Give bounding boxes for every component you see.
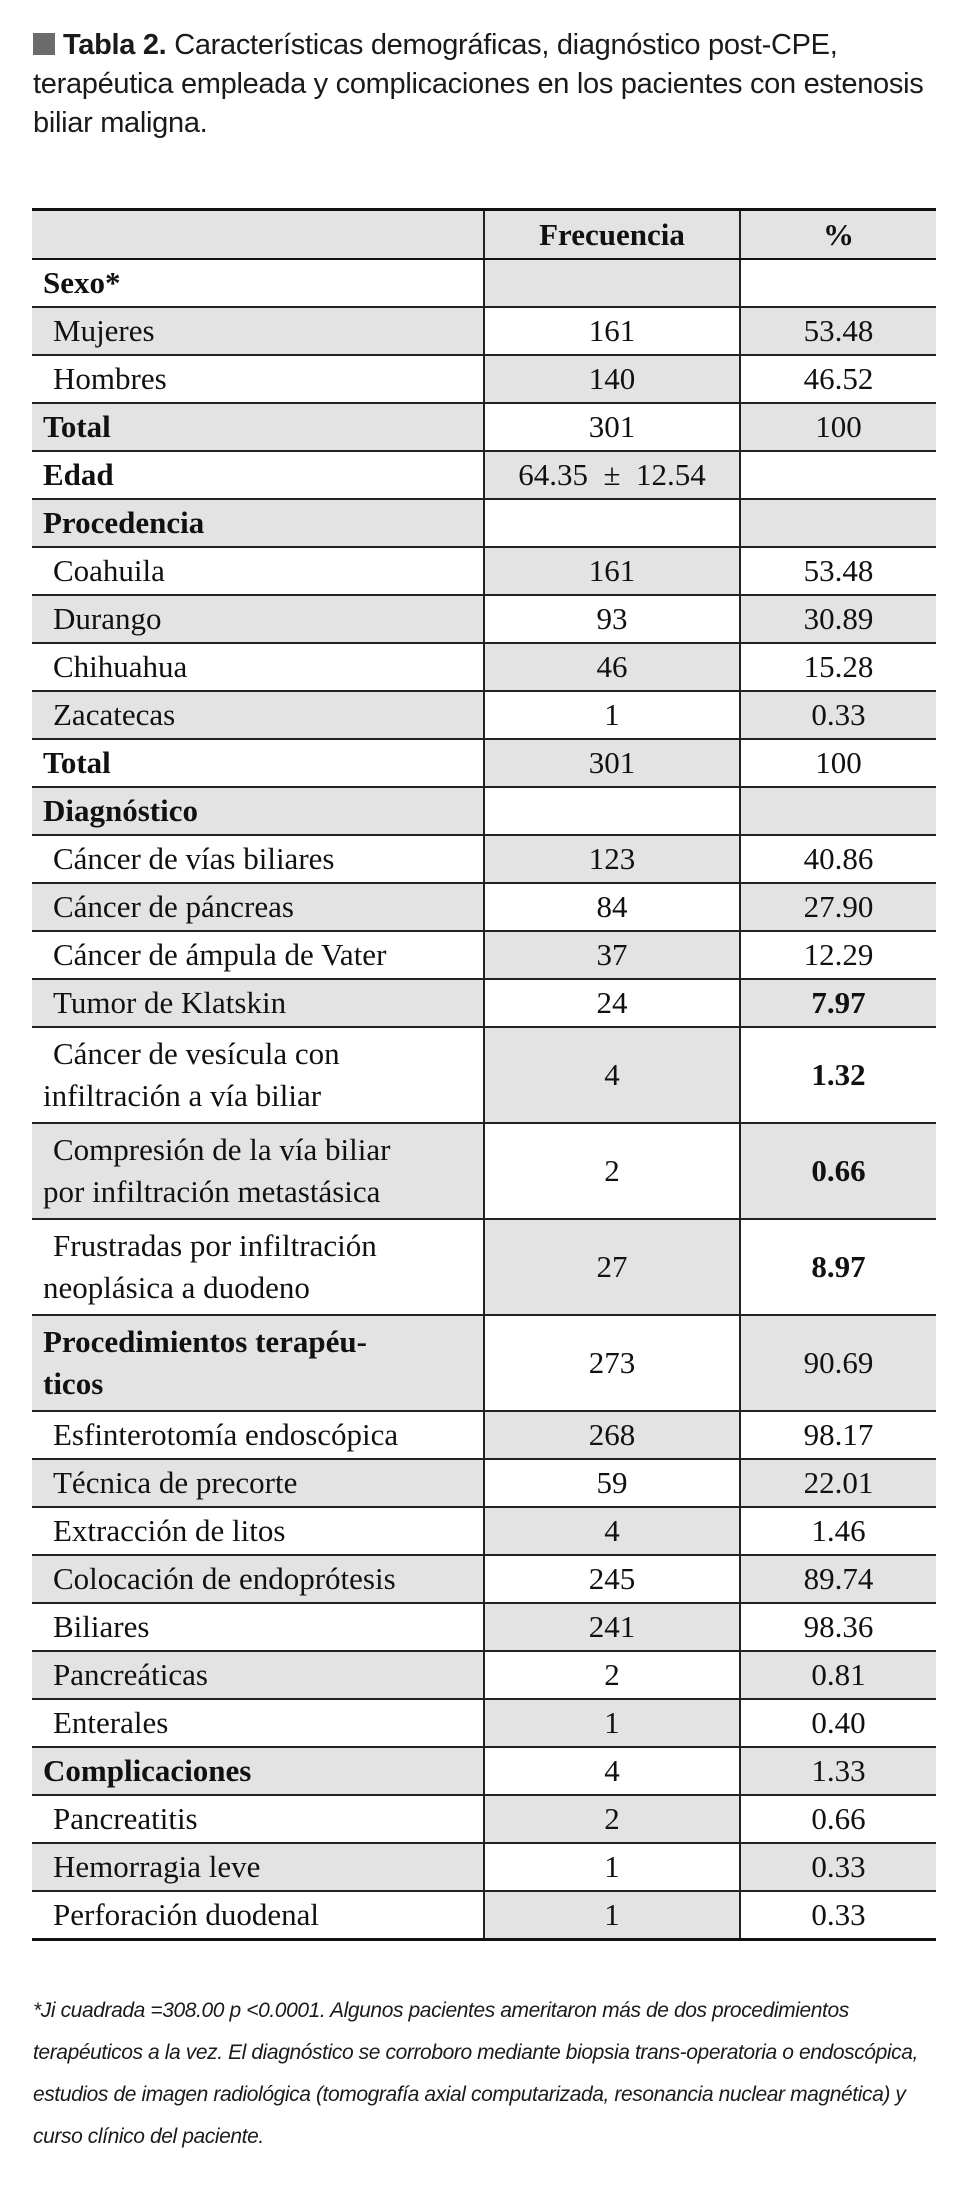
row-freq: 59 [484, 1459, 740, 1507]
row-freq: 2 [484, 1795, 740, 1843]
row-freq: 245 [484, 1555, 740, 1603]
row-freq: 2 [484, 1651, 740, 1699]
row-label: Extracción de litos [32, 1507, 484, 1555]
table-row [32, 1507, 936, 1555]
row-freq: 37 [484, 931, 740, 979]
row-pct: 0.66 [740, 1123, 936, 1219]
row-label: Cáncer de páncreas [32, 883, 484, 931]
table-row [32, 1555, 936, 1603]
row-pct: 98.36 [740, 1603, 936, 1651]
row-freq: 273 [484, 1315, 740, 1411]
header-frecuencia: Frecuencia [484, 210, 740, 260]
row-freq: 268 [484, 1411, 740, 1459]
row-label: Pancreáticas [32, 1651, 484, 1699]
row-pct: 100 [740, 739, 936, 787]
row-freq [484, 499, 740, 547]
row-label: Cáncer de vías biliares [32, 835, 484, 883]
row-freq: 123 [484, 835, 740, 883]
caption-square-icon [33, 33, 55, 55]
row-label-line2: neoplásica a duodeno [43, 1270, 310, 1305]
table-row [32, 307, 936, 355]
table-row [32, 1459, 936, 1507]
row-label: Diagnóstico [32, 787, 484, 835]
row-pct: 40.86 [740, 835, 936, 883]
table-row [32, 835, 936, 883]
row-label: Pancreatitis [32, 1795, 484, 1843]
row-pct [740, 499, 936, 547]
row-label-line1: Compresión de la vía biliar [53, 1132, 391, 1167]
row-label: Técnica de precorte [32, 1459, 484, 1507]
row-freq: 4 [484, 1507, 740, 1555]
row-freq [484, 787, 740, 835]
row-pct: 8.97 [740, 1219, 936, 1315]
table-row [32, 499, 936, 547]
table-row [32, 883, 936, 931]
table-row [32, 1027, 936, 1123]
row-label: Coahuila [32, 547, 484, 595]
caption-label: Tabla 2. [63, 29, 167, 61]
row-freq [484, 259, 740, 307]
table-row [32, 451, 936, 499]
table-row [32, 1843, 936, 1891]
table-row [32, 1891, 936, 1940]
row-freq: 140 [484, 355, 740, 403]
row-pct: 0.33 [740, 691, 936, 739]
row-label-line2: infiltración a vía biliar [43, 1078, 322, 1113]
row-label: Edad [32, 451, 484, 499]
table-row [32, 1219, 936, 1315]
row-freq: 93 [484, 595, 740, 643]
row-label [32, 1219, 484, 1315]
table-row [32, 787, 936, 835]
row-pct: 0.40 [740, 1699, 936, 1747]
row-freq: 301 [484, 739, 740, 787]
row-label: Enterales [32, 1699, 484, 1747]
row-label: Procedencia [32, 499, 484, 547]
row-label: Esfinterotomía endoscópica [32, 1411, 484, 1459]
row-freq: 1 [484, 1891, 740, 1940]
row-label [32, 1123, 484, 1219]
row-label: Total [32, 403, 484, 451]
row-label: Total [32, 739, 484, 787]
row-label-line1: Frustradas por infiltración [53, 1228, 377, 1263]
row-pct: 46.52 [740, 355, 936, 403]
row-label: Colocación de endoprótesis [32, 1555, 484, 1603]
row-pct [740, 787, 936, 835]
table-row [32, 931, 936, 979]
row-pct: 0.33 [740, 1891, 936, 1940]
row-label: Durango [32, 595, 484, 643]
row-pct [740, 451, 936, 499]
row-label: Biliares [32, 1603, 484, 1651]
table-row [32, 643, 936, 691]
row-label: Perforación duodenal [32, 1891, 484, 1940]
table-caption [33, 26, 938, 143]
row-freq: 241 [484, 1603, 740, 1651]
row-freq: 161 [484, 307, 740, 355]
row-label-line1: Procedimientos terapéu- [43, 1324, 367, 1359]
table-row [32, 1411, 936, 1459]
table-row [32, 595, 936, 643]
caption-text: Características demográficas, diagnóstico post-CPE, terapéutica empleada y complicaciones en los pacientes con estenosis biliar maligna. [33, 29, 924, 139]
row-label: Tumor de Klatskin [32, 979, 484, 1027]
table-row [32, 259, 936, 307]
row-pct: 0.66 [740, 1795, 936, 1843]
row-pct: 100 [740, 403, 936, 451]
row-pct [740, 259, 936, 307]
table-row [32, 1603, 936, 1651]
table-row [32, 691, 936, 739]
row-freq: 161 [484, 547, 740, 595]
row-freq: 4 [484, 1027, 740, 1123]
table-row [32, 1123, 936, 1219]
row-freq: 64.35 ± 12.54 [484, 451, 740, 499]
table-row [32, 1315, 936, 1411]
row-pct: 15.28 [740, 643, 936, 691]
row-pct: 7.97 [740, 979, 936, 1027]
row-label [32, 1315, 484, 1411]
row-freq: 24 [484, 979, 740, 1027]
row-label: Complicaciones [32, 1747, 484, 1795]
row-label-line1: Cáncer de vesícula con [53, 1036, 340, 1071]
row-pct: 22.01 [740, 1459, 936, 1507]
row-label [32, 1027, 484, 1123]
row-freq: 1 [484, 1843, 740, 1891]
row-pct: 90.69 [740, 1315, 936, 1411]
row-freq: 1 [484, 691, 740, 739]
table-footnote: *Ji cuadrada =308.00 p <0.0001. Algunos pacientes ameritaron más de dos procedimientos terapéuticos a la vez. El diagnóstico se corroboro mediante biopsia trans-operatoria o endoscópica, estudios de imagen radiológica (tomografía axial computarizada, resonancia nuclear magnética) y curso clínico del paciente. [33, 1999, 918, 2148]
row-freq: 84 [484, 883, 740, 931]
header-empty [32, 210, 484, 260]
row-freq: 27 [484, 1219, 740, 1315]
row-pct: 0.81 [740, 1651, 936, 1699]
row-pct: 89.74 [740, 1555, 936, 1603]
row-freq: 301 [484, 403, 740, 451]
row-freq: 46 [484, 643, 740, 691]
table-row [32, 403, 936, 451]
row-label: Mujeres [32, 307, 484, 355]
table-row [32, 1699, 936, 1747]
table-row [32, 1795, 936, 1843]
row-pct: 1.33 [740, 1747, 936, 1795]
row-pct: 1.46 [740, 1507, 936, 1555]
row-pct: 98.17 [740, 1411, 936, 1459]
row-pct: 30.89 [740, 595, 936, 643]
row-pct: 0.33 [740, 1843, 936, 1891]
row-pct: 53.48 [740, 547, 936, 595]
row-label: Zacatecas [32, 691, 484, 739]
row-label: Hemorragia leve [32, 1843, 484, 1891]
row-label: Hombres [32, 355, 484, 403]
row-freq: 4 [484, 1747, 740, 1795]
row-pct: 27.90 [740, 883, 936, 931]
row-label-line2: ticos [43, 1366, 104, 1401]
table-header-row [32, 210, 936, 260]
table-row [32, 547, 936, 595]
table-row [32, 1651, 936, 1699]
table-row [32, 1747, 936, 1795]
header-percent: % [740, 210, 936, 260]
table-row [32, 979, 936, 1027]
row-label: Chihuahua [32, 643, 484, 691]
row-label: Sexo* [32, 259, 484, 307]
row-pct: 53.48 [740, 307, 936, 355]
table-row [32, 355, 936, 403]
row-freq: 2 [484, 1123, 740, 1219]
row-freq: 1 [484, 1699, 740, 1747]
table-row [32, 739, 936, 787]
row-label-line2: por infiltración metastásica [43, 1174, 381, 1209]
row-label: Cáncer de ámpula de Vater [32, 931, 484, 979]
row-pct: 12.29 [740, 931, 936, 979]
data-table [32, 208, 936, 1941]
row-pct: 1.32 [740, 1027, 936, 1123]
